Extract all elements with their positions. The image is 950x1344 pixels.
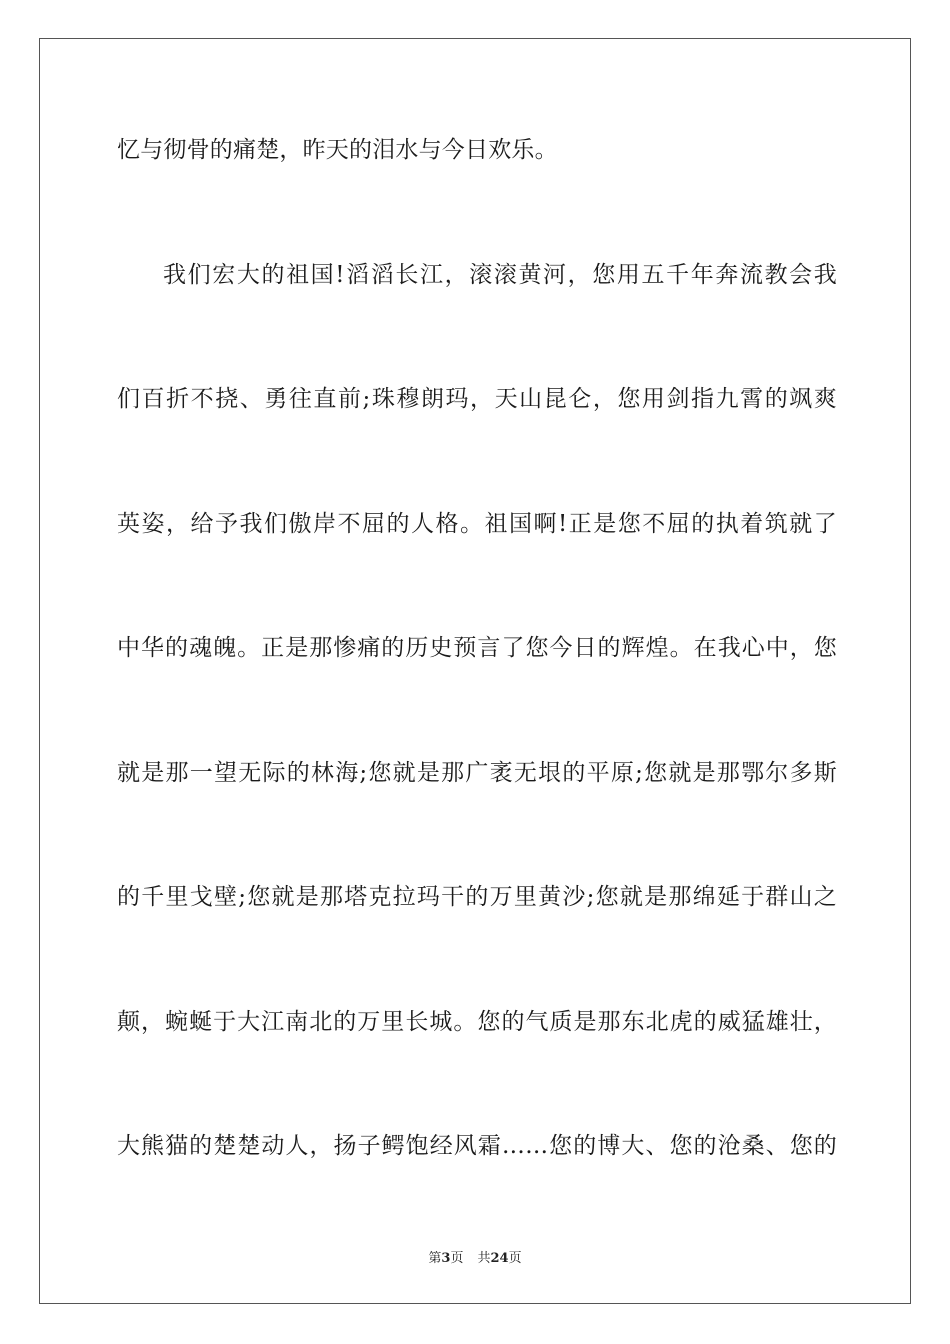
text-line-1: 忆与彻骨的痛楚，昨天的泪水与今日欢乐。 bbox=[117, 137, 558, 163]
total-pages: 24 bbox=[490, 1251, 509, 1266]
text-line-9: 大熊猫的楚楚动人，扬子鳄饱经风霜……您的博大、您的沧桑、您的 bbox=[117, 1133, 837, 1159]
total-suffix: 页 bbox=[508, 1251, 522, 1266]
text-line-4: 英姿，给予我们傲岸不屈的人格。祖国啊!正是您不屈的执着筑就了 bbox=[117, 510, 837, 537]
page-prefix: 第 bbox=[428, 1251, 442, 1266]
page-number: 3 bbox=[441, 1251, 451, 1266]
page-footer bbox=[0, 1247, 950, 1266]
document-body bbox=[117, 126, 837, 1247]
page-suffix: 页 bbox=[450, 1251, 464, 1266]
text-line-2: 我们宏大的祖国!滔滔长江，滚滚黄河，您用五千年奔流教会我 bbox=[163, 261, 837, 288]
text-line-8: 颠，蜿蜒于大江南北的万里长城。您的气质是那东北虎的威猛雄壮， bbox=[117, 1008, 837, 1035]
total-prefix: 共 bbox=[477, 1251, 491, 1266]
text-line-3: 们百折不挠、勇往直前;珠穆朗玛，天山昆仑，您用剑指九霄的飒爽 bbox=[117, 386, 837, 412]
text-line-6: 就是那一望无际的林海;您就是那广袤无垠的平原;您就是那鄂尔多斯 bbox=[117, 759, 837, 786]
text-line-5: 中华的魂魄。正是那惨痛的历史预言了您今日的辉煌。在我心中，您 bbox=[117, 635, 837, 661]
text-line-7: 的千里戈壁;您就是那塔克拉玛干的万里黄沙;您就是那绵延于群山之 bbox=[117, 884, 837, 910]
